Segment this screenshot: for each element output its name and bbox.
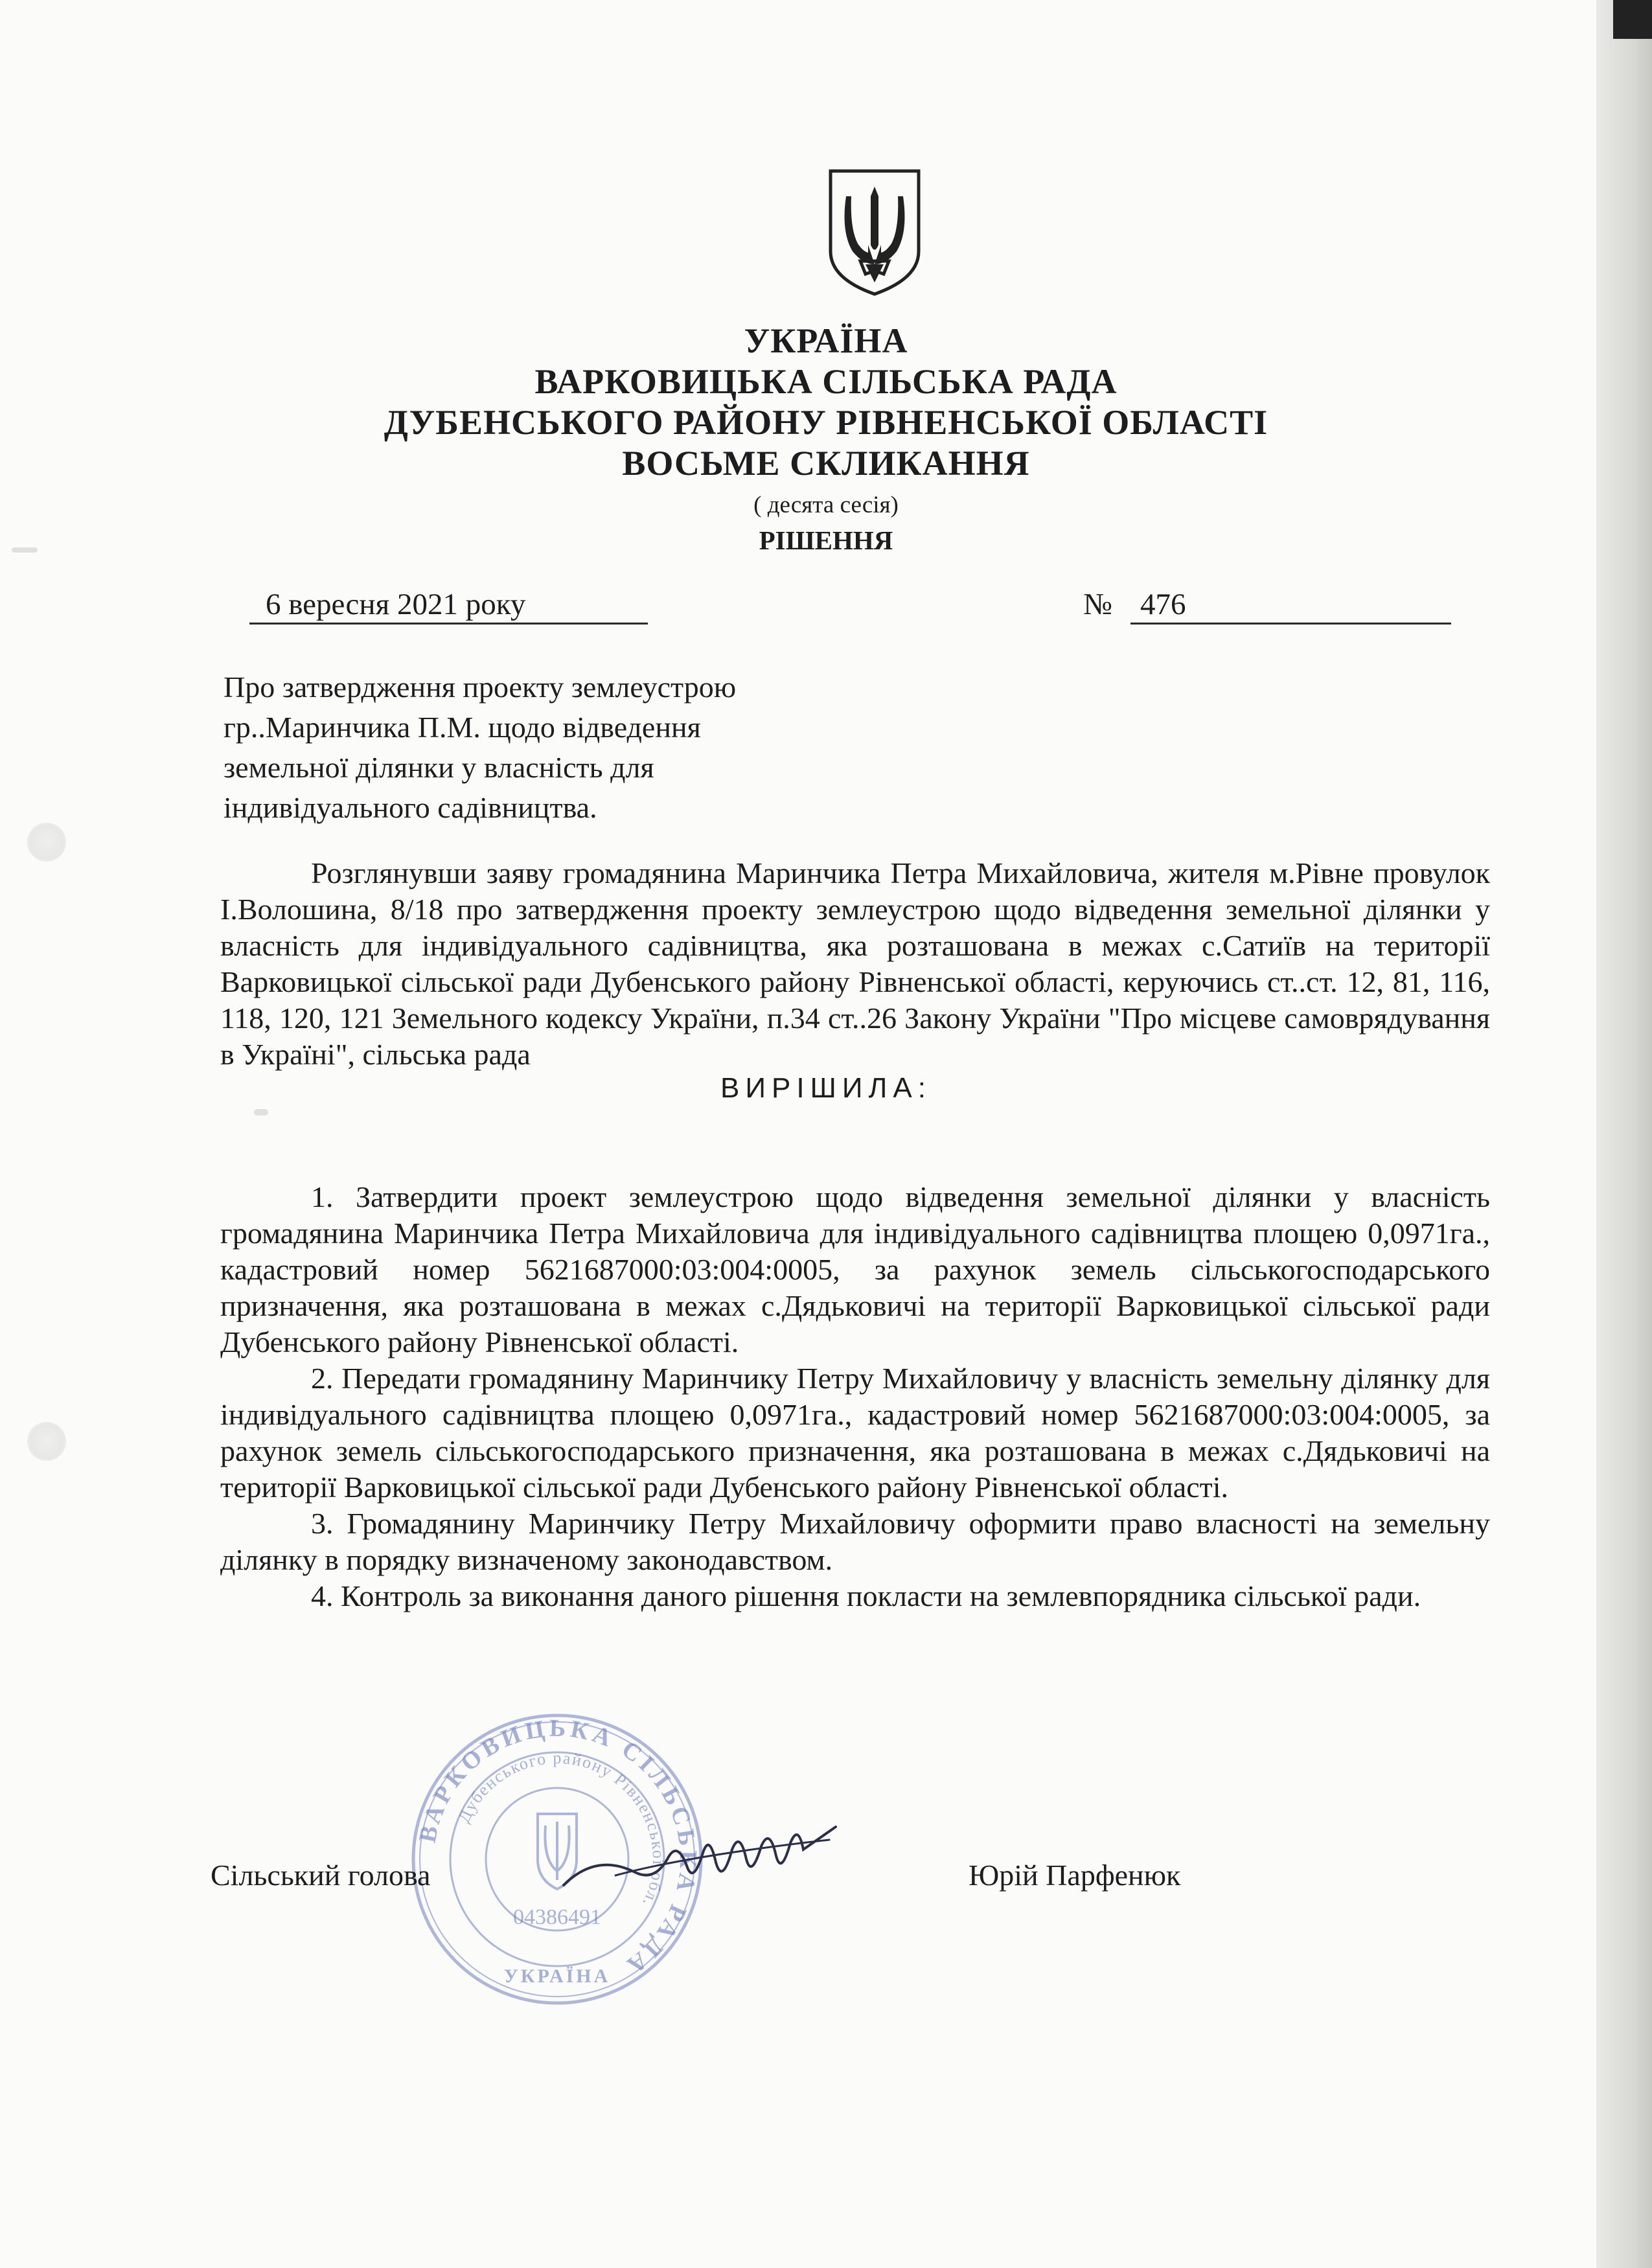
resolution-item: 4. Контроль за виконання даного рішення покласти на землевпорядника сільської ради.	[311, 1579, 1421, 1612]
subject-line: гр..Маринчика П.М. щодо відведення	[224, 711, 701, 744]
resolution-item: 2. Передати громадянину Маринчику Петру Михайловичу у власність земельну ділянку для індивідуального садівництва площею 0,0971га., кадастровий номер 5621687000:03:004:0005, за рахунок земель сільськогосподарського призначення, яка розташована в межах с.Дядьковичі на території Варковицької сільської ради Дубенського району Рівненської області.	[220, 1362, 1490, 1504]
signatory-name: Юрій Парфенюк	[969, 1859, 1181, 1892]
scan-smudge	[254, 1109, 268, 1116]
subject-line: Про затвердження проекту землеустрою	[224, 670, 737, 704]
resolution-item: 3. Громадянину Маринчику Петру Михайловичу оформити право власності на земельну ділянку в порядку визначеному законодавством.	[220, 1507, 1490, 1576]
document-subject	[224, 667, 884, 828]
resolved-heading: ВИРІШИЛА:	[720, 1072, 932, 1104]
subject-line: земельної ділянки у власність для	[224, 751, 654, 784]
document-number-label: №	[1083, 588, 1112, 621]
intro-text: Розглянувши заяву громадянина Маринчика Петра Михайловича, жителя м.Рівне провулок І.Волошина, 8/18 про затвердження проекту землеустрою щодо відведення земельної ділянки у власність для індивідуального садівництва, яка розташована в межах с.Сатиїв на території Варковицької сільської ради Дубенського району Рівненської області, керуючись ст..ст. 12, 81, 116, 118, 120, 121 Земельного кодексу України, п.34 ст..26 Закону України "Про місцеве самоврядування в Україні", сільська рада	[220, 856, 1490, 1071]
punch-hole-mark	[27, 823, 66, 862]
header-council: ВАРКОВИЦЬКА СІЛЬСЬКА РАДА	[534, 362, 1118, 401]
header-district: ДУБЕНСЬКОГО РАЙОНУ РІВНЕНСЬКОЇ ОБЛАСТІ	[384, 403, 1268, 442]
resolution-item: 1. Затвердити проект землеустрою щодо відведення земельної ділянки у власність громадянина Маринчика Петра Михайловича для індивідуального садівництва площею 0,0971га., кадастровий номер 5621687000:03:004:0005, за рахунок земель сільськогосподарського призначення, яка розташована в межах с.Дядьковичі на території Варковицької сільської ради Дубенського району Рівненської області.	[220, 1180, 1490, 1358]
stamp-outer-text: ВАРКОВИЦЬКА СІЛЬСЬКА РАДА	[413, 1714, 702, 1982]
trident-coat-of-arms-icon	[827, 167, 923, 297]
handwritten-signature	[557, 1814, 842, 1905]
document-date: 6 вересня 2021 року	[249, 586, 648, 624]
stamp-code: 04386491	[513, 1905, 601, 1929]
header-country: УКРАЇНА	[744, 321, 908, 360]
stamp-bottom-text: УКРАЇНА	[503, 1965, 611, 1987]
header-session: ( десята сесія)	[753, 492, 899, 518]
scan-corner-mark	[1613, 0, 1652, 39]
header-convocation: ВОСЬМЕ СКЛИКАННЯ	[622, 444, 1030, 483]
header-doc-type: РІШЕННЯ	[759, 525, 893, 555]
punch-hole-mark	[27, 1422, 66, 1461]
intro-paragraph	[220, 855, 1490, 1073]
stamp-inner-text: Дубенського району Рівненської обл.	[454, 1748, 669, 1911]
resolution-items	[220, 1179, 1490, 1614]
document-number: 476	[1130, 586, 1451, 624]
subject-line: індивідуального садівництва.	[224, 791, 597, 824]
signatory-role: Сільський голова	[211, 1859, 431, 1892]
